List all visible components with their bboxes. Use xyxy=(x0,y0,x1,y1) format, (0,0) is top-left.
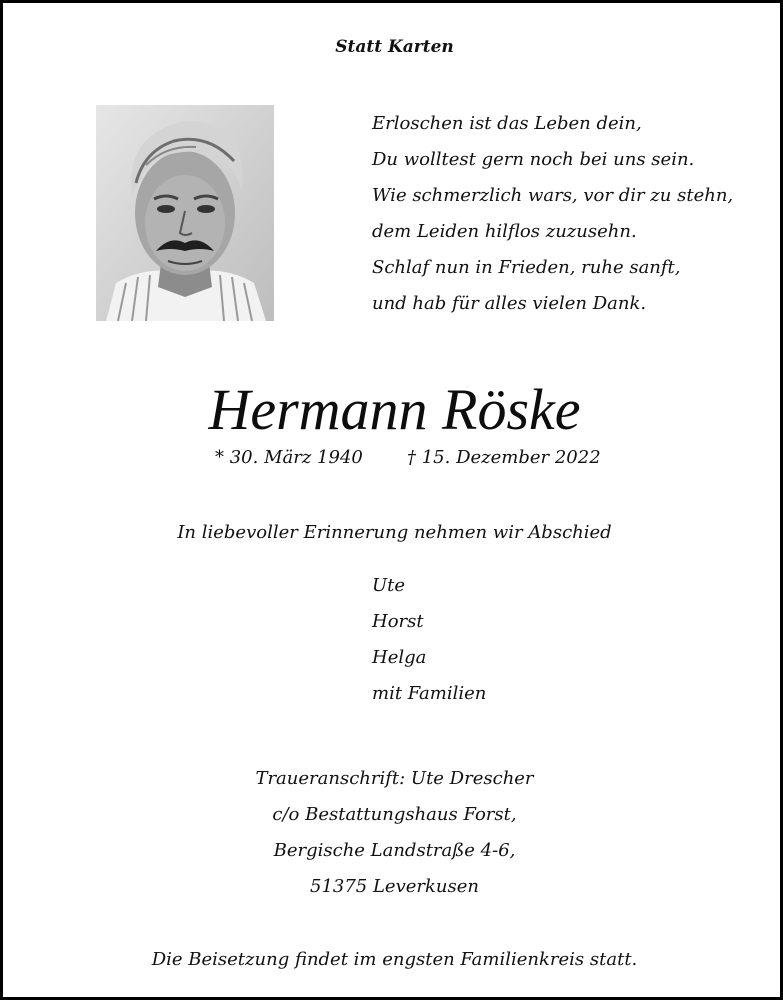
mourner-name: mit Familien xyxy=(372,683,487,704)
portrait-photo xyxy=(96,105,274,321)
deceased-name: Hermann Röske xyxy=(208,377,581,442)
poem-line: Du wolltest gern noch bei uns sein. xyxy=(372,149,695,170)
poem-line: Wie schmerzlich wars, vor dir zu stehn, xyxy=(372,185,734,206)
poem-line: und hab für alles vielen Dank. xyxy=(372,293,647,314)
poem-line: dem Leiden hilflos zuzusehn. xyxy=(372,221,637,242)
funeral-note: Die Beisetzung findet im engsten Familienkreis statt. xyxy=(151,949,638,970)
address-line: c/o Bestattungshaus Forst, xyxy=(272,804,517,825)
poem xyxy=(372,106,733,322)
portrait-icon xyxy=(96,105,274,321)
poem-line: Erloschen ist das Leben dein, xyxy=(372,113,642,134)
birth-date: * 30. März 1940 xyxy=(215,447,363,468)
mourner-name: Helga xyxy=(372,647,427,668)
address-line: Bergische Landstraße 4-6, xyxy=(273,840,516,861)
mourner-name: Horst xyxy=(372,611,424,632)
farewell-text: In liebevoller Erinnerung nehmen wir Abschied xyxy=(177,522,612,543)
poem-line: Schlaf nun in Frieden, ruhe sanft, xyxy=(372,257,681,278)
mourner-name: Ute xyxy=(372,575,406,596)
address-line: Traueranschrift: Ute Drescher xyxy=(255,768,534,789)
header-label: Statt Karten xyxy=(335,37,454,57)
address-line: 51375 Leverkusen xyxy=(310,876,479,897)
mourners-list xyxy=(372,568,486,712)
death-date: † 15. Dezember 2022 xyxy=(407,447,601,468)
mourning-address xyxy=(3,761,783,905)
